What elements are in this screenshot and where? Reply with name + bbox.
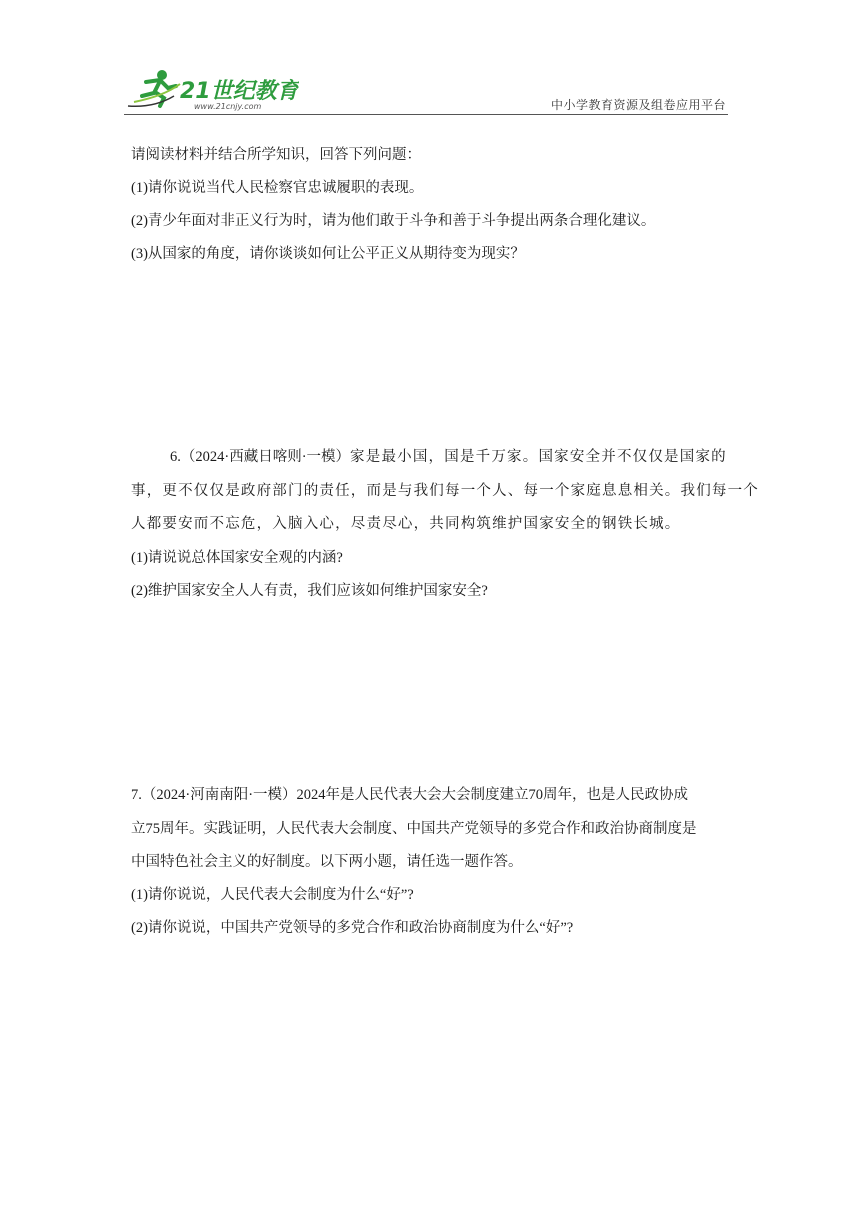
q6-prefix: 6.（2024·西藏日喀则·一模） [170, 449, 351, 465]
page-header [124, 66, 728, 116]
q7-line1: 7.（2024·河南南阳·一模）2024年是人民代表大会大会制度建立70周年，也是人民政协成 [131, 787, 689, 803]
q5-intro: 请阅读材料并结合所学知识，回答下列问题： [131, 147, 421, 163]
q6-line1-text: 家是最小国，国是千万家。国家安全并不仅仅是国家的 [350, 449, 727, 465]
site-logo[interactable] [124, 66, 299, 112]
runner-logo-icon [124, 66, 299, 112]
header-divider [124, 114, 728, 115]
q6-sub1: (1)请说说总体国家安全观的内涵? [131, 550, 343, 566]
platform-title: 中小学教育资源及组卷应用平台 [550, 98, 726, 112]
q6-sub2: (2)维护国家安全人人有责，我们应该如何维护国家安全? [131, 583, 488, 599]
q7-line3: 中国特色社会主义的好制度。以下两小题，请任选一题作答。 [131, 854, 523, 870]
q7-sub1: (1)请你说说，人民代表大会制度为什么“好”? [131, 887, 414, 903]
q5-sub3: (3)从国家的角度，请你谈谈如何让公平正义从期待变为现实？ [131, 246, 525, 262]
q7-line2: 立75周年。实践证明，人民代表大会制度、中国共产党领导的多党合作和政治协商制度是 [131, 821, 697, 837]
logo-url-text: www.21cnjy.com [194, 102, 262, 111]
q6-line3: 人都要安而不忘危，入脑入心，尽责尽心，共同构筑维护国家安全的钢铁长城。 [131, 516, 681, 532]
q5-sub1: (1)请你说说当代人民检察官忠诚履职的表现。 [131, 180, 424, 196]
logo-main-text: 21世纪教育 [180, 79, 299, 104]
q6-line2: 事，更不仅仅是政府部门的责任，而是与我们每一个人、每一个家庭息息相关。我们每一个 [131, 483, 759, 499]
q7-sub2: (2)请你说说，中国共产党领导的多党合作和政治协商制度为什么“好”? [131, 920, 574, 936]
q5-sub2: (2)青少年面对非正义行为时，请为他们敢于斗争和善于斗争提出两条合理化建议。 [131, 213, 656, 229]
q6-line1 [170, 447, 727, 467]
